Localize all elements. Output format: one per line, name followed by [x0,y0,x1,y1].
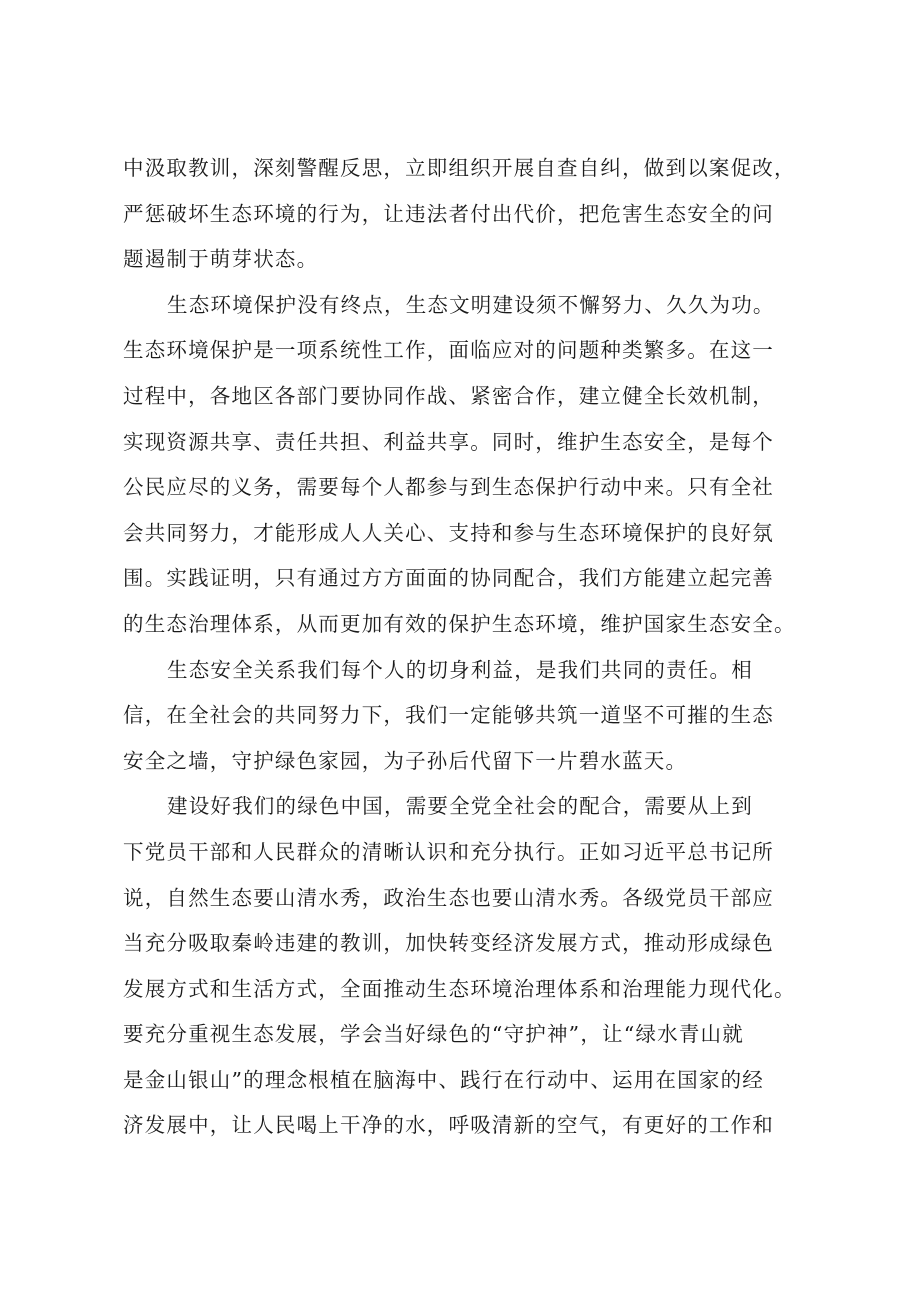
text-line: 的生态治理体系，从而更加有效的保护生态环境，维护国家生态安全。 [123,611,796,636]
text-line: 建设好我们的绿色中国，需要全党全社会的配合，需要从上到 [167,794,753,819]
paragraph [123,648,813,785]
body-text [123,146,813,1149]
text-line: 公民应尽的义务，需要每个人都参与到生态保护行动中来。只有全社 [123,475,774,500]
text-line: 过程中，各地区各部门要协同作战、紧密合作，建立健全长效机制， [123,383,774,408]
text-line: 实现资源共享、责任共担、利益共享。同时，维护生态安全，是每个 [123,429,774,454]
text-line: 信，在全社会的共同努力下，我们一定能够共筑一道坚不可摧的生态 [123,703,774,728]
text-line: 会共同努力，才能形成人人关心、支持和参与生态环境保护的良好氛 [123,520,774,545]
text-line: 题遏制于萌芽状态。 [123,247,319,272]
text-line: 发展方式和生活方式，全面推动生态环境治理体系和治理能力现代化。 [123,976,796,1001]
paragraph [123,283,813,648]
text-line: 是金山银山”的理念根植在脑海中、践行在行动中、运用在国家的经 [123,1067,764,1092]
paragraph [123,784,813,1149]
text-line: 说，自然生态要山清水秀，政治生态也要山清水秀。各级党员干部应 [123,885,774,910]
text-line: 安全之墙，守护绿色家园，为子孙后代留下一片碧水蓝天。 [123,748,688,773]
paragraph [123,146,813,283]
text-line: 下党员干部和人民群众的清晰认识和充分执行。正如习近平总书记所 [123,839,774,864]
text-line: 济发展中，让人民喝上干净的水，呼吸清新的空气，有更好的工作和 [123,1113,774,1138]
text-line: 要充分重视生态发展，学会当好绿色的“守护神”，让“绿水青山就 [123,1022,744,1047]
text-line: 中汲取教训，深刻警醒反思，立即组织开展自查自纠，做到以案促改， [123,156,796,180]
text-line: 生态安全关系我们每个人的切身利益，是我们共同的责任。相 [167,657,753,682]
text-line: 当充分吸取秦岭违建的教训，加快转变经济发展方式，推动形成绿色 [123,931,774,956]
text-line: 生态环境保护是一项系统性工作，面临应对的问题种类繁多。在这一 [123,338,774,363]
text-line: 严惩破坏生态环境的行为，让违法者付出代价，把危害生态安全的问 [123,201,774,226]
text-line: 围。实践证明，只有通过方方面面的协同配合，我们方能建立起完善 [123,566,774,591]
text-line: 生态环境保护没有终点，生态文明建设须不懈努力、久久为功。 [167,292,775,317]
